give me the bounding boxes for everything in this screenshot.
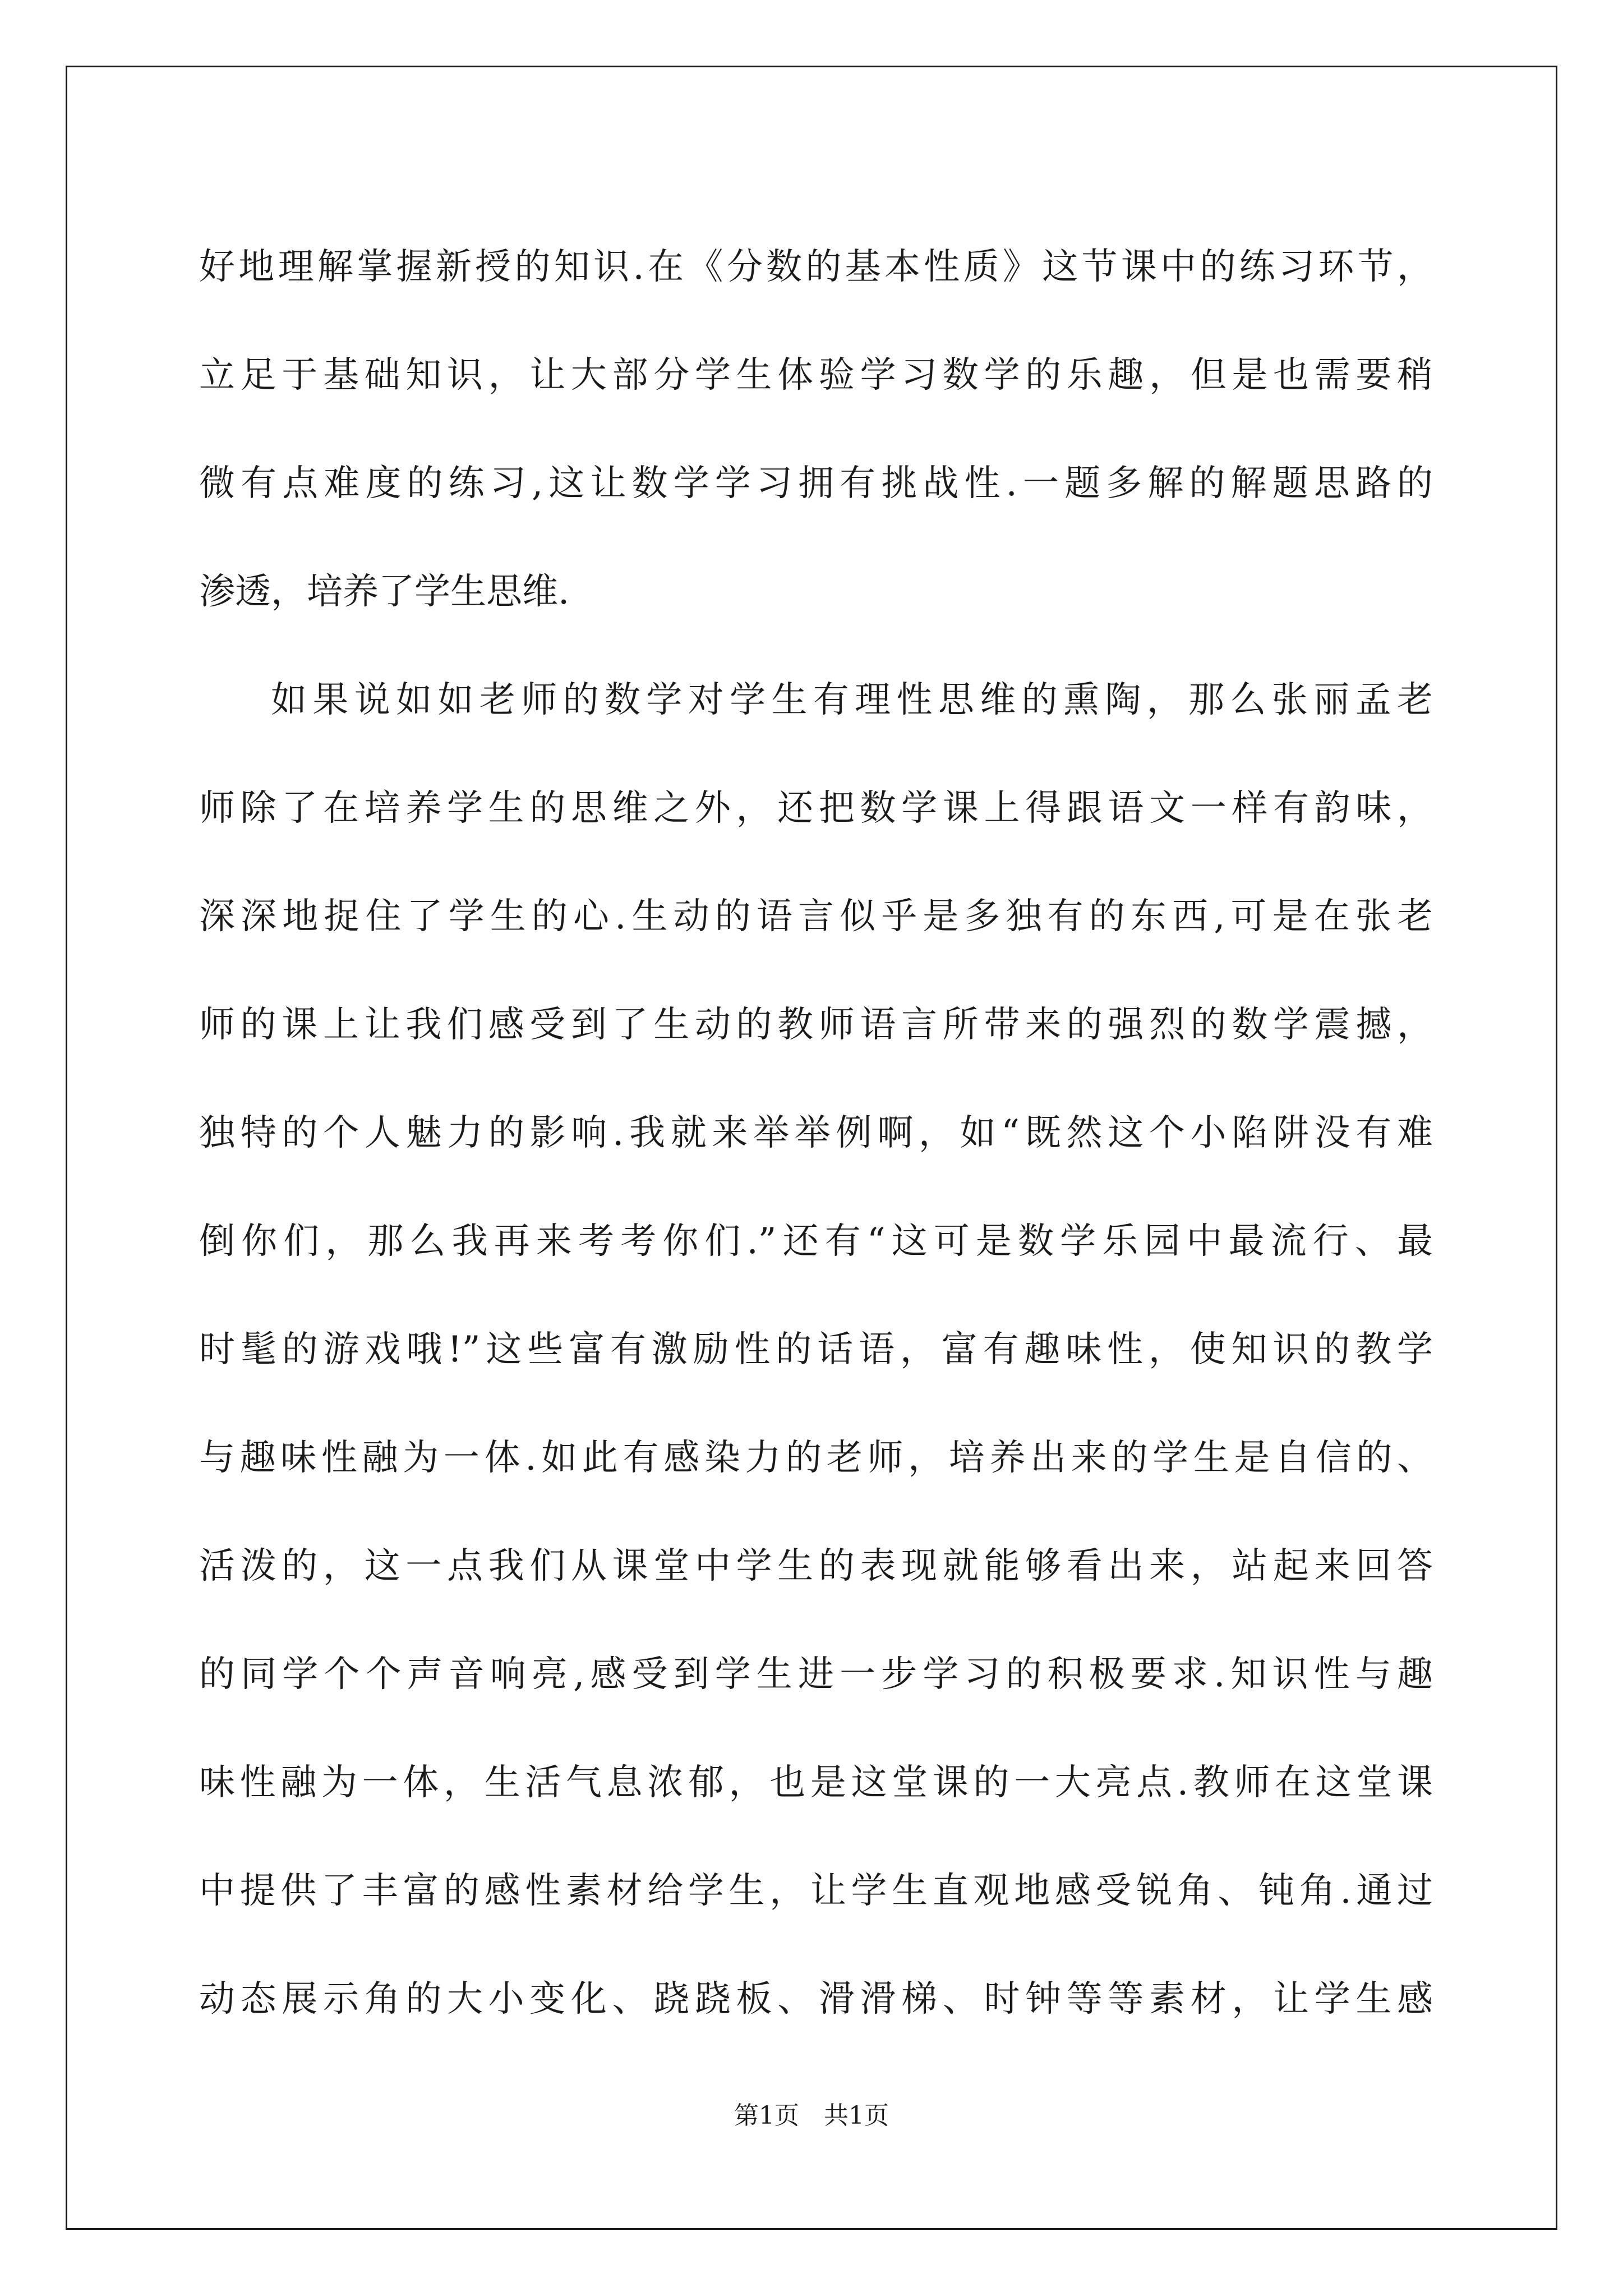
text-line: 微有点难度的练习,这让数学学习拥有挑战性.一题多解的解题思路的 [199,463,1433,504]
text-line: 好地理解掌握新授的知识.在《分数的基本性质》这节课中的练习环节， [199,246,1433,288]
text-line: 味性融为一体，生活气息浓郁，也是这堂课的一大亮点.教师在这堂课 [199,1762,1433,1803]
text-line: 深深地捉住了学生的心.生动的语言似乎是多独有的东西,可是在张老 [199,896,1433,937]
text-line: 立足于基础知识，让大部分学生体验学习数学的乐趣，但是也需要稍 [199,355,1433,396]
text-line: 倒你们，那么我再来考考你们.”还有“这可是数学乐园中最流行、最 [199,1221,1433,1262]
text-line: 师的课上让我们感受到了生动的教师语言所带来的强烈的数学震撼， [199,1004,1433,1046]
document-body [199,213,1433,2054]
text-line: 师除了在培养学生的思维之外，还把数学课上得跟语文一样有韵味， [199,788,1433,829]
text-line: 动态展示角的大小变化、跷跷板、滑滑梯、时钟等等素材，让学生感 [199,1978,1433,2020]
text-line: 的同学个个声音响亮,感受到学生进一步学习的积极要求.知识性与趣 [199,1654,1433,1695]
text-line: 独特的个人魅力的影响.我就来举举例啊，如“既然这个小陷阱没有难 [199,1112,1433,1154]
text-line: 如果说如如老师的数学对学生有理性思维的熏陶，那么张丽孟老 [271,679,1433,721]
page-number-footer: 第1页 共1页 [734,2101,889,2130]
text-line: 中提供了丰富的感性素材给学生，让学生直观地感受锐角、钝角.通过 [199,1870,1433,1912]
text-line: 时髦的游戏哦!”这些富有激励性的话语，富有趣味性，使知识的教学 [199,1329,1433,1370]
text-line: 渗透，培养了学生思维. [199,571,570,613]
text-line: 与趣味性融为一体.如此有感染力的老师，培养出来的学生是自信的、 [199,1437,1433,1479]
text-line: 活泼的，这一点我们从课堂中学生的表现就能够看出来，站起来回答 [199,1545,1433,1587]
